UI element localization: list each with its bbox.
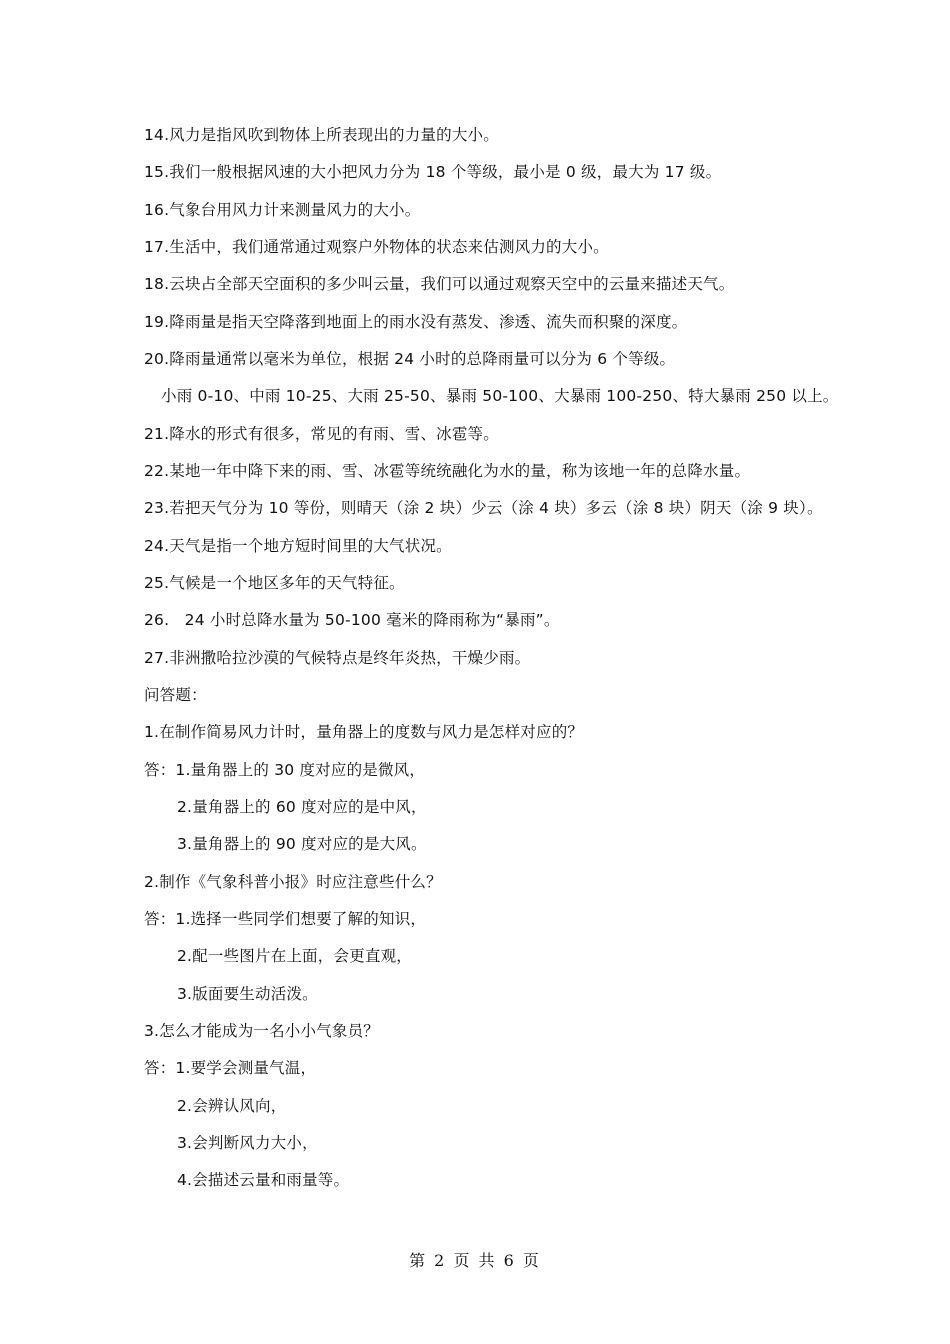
question-2: 2.制作《气象科普小报》时应注意些什么？ xyxy=(144,873,442,891)
item-20-detail: 小雨 0-10、中雨 10-25、大雨 25-50、暴雨 50-100、大暴雨 100-250、特大暴雨 250 以上。 xyxy=(161,387,839,405)
item-19: 19.降雨量是指天空降落到地面上的雨水没有蒸发、渗透、流失而积聚的深度。 xyxy=(144,313,688,331)
answer-2-line-3: 3.版面要生动活泼。 xyxy=(177,985,318,1003)
item-20: 20.降雨量通常以毫米为单位，根据 24 小时的总降雨量可以分为 6 个等级。 xyxy=(144,350,676,368)
answer-1-line-1: 答：1.量角器上的 30 度对应的是微风， xyxy=(144,761,426,779)
item-22: 22.某地一年中降下来的雨、雪、冰雹等统统融化为水的量，称为该地一年的总降水量。 xyxy=(144,462,751,480)
item-14: 14.风力是指风吹到物体上所表现出的力量的大小。 xyxy=(144,126,499,144)
answer-2-line-1: 答：1.选择一些同学们想要了解的知识， xyxy=(144,910,427,928)
page-footer: 第 2 页 共 6 页 xyxy=(409,1251,541,1270)
answer-3-line-1: 答：1.要学会测量气温， xyxy=(144,1059,317,1077)
answer-3-line-4: 4.会描述云量和雨量等。 xyxy=(177,1171,350,1189)
item-15: 15.我们一般根据风速的大小把风力分为 18 个等级，最小是 0 级，最大为 17 级。 xyxy=(144,163,722,181)
item-26: 26. 24 小时总降水量为 50-100 毫米的降雨称为“暴雨”。 xyxy=(144,611,560,629)
question-1: 1.在制作简易风力计时，量角器上的度数与风力是怎样对应的？ xyxy=(144,723,584,741)
item-25: 25.气候是一个地区多年的天气特征。 xyxy=(144,574,405,592)
answer-3-line-2: 2.会辨认风向， xyxy=(177,1097,287,1115)
answer-3-line-3: 3.会判断风力大小， xyxy=(177,1134,318,1152)
item-23: 23.若把天气分为 10 等份，则晴天（涂 2 块）少云（涂 4 块）多云（涂 8 块）阴天（涂 9 块）。 xyxy=(144,499,823,517)
item-27: 27.非洲撒哈拉沙漠的气候特点是终年炎热，干燥少雨。 xyxy=(144,649,531,667)
answer-1-line-3: 3.量角器上的 90 度对应的是大风。 xyxy=(177,835,427,853)
item-16: 16.气象台用风力计来测量风力的大小。 xyxy=(144,201,421,219)
qa-heading: 问答题： xyxy=(144,686,207,704)
item-17: 17.生活中，我们通常通过观察户外物体的状态来估测风力的大小。 xyxy=(144,238,609,256)
item-21: 21.降水的形式有很多，常见的有雨、雪、冰雹等。 xyxy=(144,425,499,443)
item-24: 24.天气是指一个地方短时间里的大气状况。 xyxy=(144,537,452,555)
answer-2-line-2: 2.配一些图片在上面，会更直观， xyxy=(177,947,412,965)
question-3: 3.怎么才能成为一名小小气象员？ xyxy=(144,1022,379,1040)
item-18: 18.云块占全部天空面积的多少叫云量，我们可以通过观察天空中的云量来描述天气。 xyxy=(144,275,735,293)
answer-1-line-2: 2.量角器上的 60 度对应的是中风， xyxy=(177,798,427,816)
